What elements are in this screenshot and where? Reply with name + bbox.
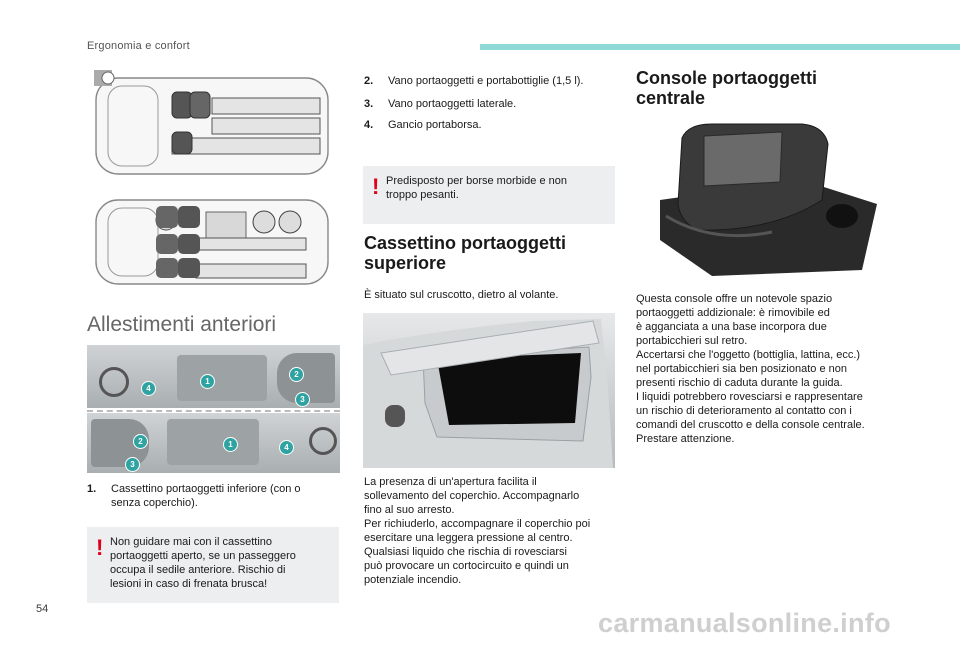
cabin-photo-top [87,345,340,408]
list-item-number: 1. [87,483,97,495]
central-console-photo [652,120,882,280]
callout-4: 4 [279,440,294,455]
callout-3: 3 [295,392,310,407]
list-item-number: 2. [364,75,374,87]
photo-divider [87,410,340,412]
callout-3: 3 [125,457,140,472]
callout-1: 1 [223,437,238,452]
glovebox-panel [167,419,259,465]
list-item-text: Vano portaoggetti e portabottiglie (1,5 l). [388,75,584,87]
list-item-4 [364,118,614,134]
page-number: 54 [36,603,49,615]
van-top-view-diagram [86,66,338,188]
callout-1: 1 [200,374,215,389]
callout-4: 4 [141,381,156,396]
glovebox-panel [177,355,267,401]
watermark: carmanualsonline.info [598,608,891,638]
section-label: Ergonomia e confort [87,40,190,52]
list-item-3 [364,97,614,113]
callout-2: 2 [289,367,304,382]
steering-wheel-icon [99,367,129,397]
heading-cassettino-superiore: Cassettino portaoggetti superiore [364,233,567,273]
list-item-text: Gancio portaborsa. [388,119,482,131]
body-paragraph-console: Questa console offre un notevole spazio portaoggetti addizionale: è rimovibile ed è agganciata a una base incorpora due portabicchieri sul retro. Accertarsi che l'oggetto (bottiglia, lattina, ecc.) nel portabicchieri sia ben posizionato e non presenti rischio di caduta durante la guida. I liquidi potrebbero rovesciarsi e rappresentare un rischio di deterioramento al contatto con i comandi del cruscotto e della console centrale. Prestare attenzione. [636,293,865,445]
upper-glovebox-photo [363,313,615,468]
header-bar [480,44,960,50]
van-seating-diagram [86,194,338,290]
warning-text: Non guidare mai con il cassettino portaoggetti aperto, se un passeggero occupa il sedile anteriore. Rischio di lesioni in caso di frenata brusca! [110,536,296,590]
section-heading-allestimenti: Allestimenti anteriori [87,313,277,336]
callout-2: 2 [133,434,148,449]
warning-box-bags [363,166,615,224]
steering-wheel-icon [309,427,337,455]
list-item-2 [364,74,614,90]
list-item-1 [87,482,339,512]
list-item-number: 4. [364,119,374,131]
list-item-text: Vano portaoggetti laterale. [388,98,517,110]
intro-paragraph: È situato sul cruscotto, dietro al volante. [364,289,559,301]
cabin-photo-bottom [87,413,340,473]
warning-text: Predisposto per borse morbide e non troppo pesanti. [386,175,567,201]
body-paragraph-cassettino: La presenza di un'apertura facilita il sollevamento del coperchio. Accompagnarlo fino al suo arresto. Per richiuderlo, accompagnare il coperchio poi esercitare una leggera pressione al centro. Qualsiasi liquido che rischia di rovesciarsi può provocare un cortocircuito e quindi un potenziale incendio. [364,476,591,586]
heading-console-centrale: Console portaoggetti centrale [636,68,817,108]
warning-icon: ! [372,174,380,199]
list-item-text: Cassettino portaoggetti inferiore (con o senza coperchio). [111,483,301,509]
list-item-number: 3. [364,98,374,110]
warning-icon: ! [96,535,104,560]
warning-box-glovebox [87,527,339,603]
